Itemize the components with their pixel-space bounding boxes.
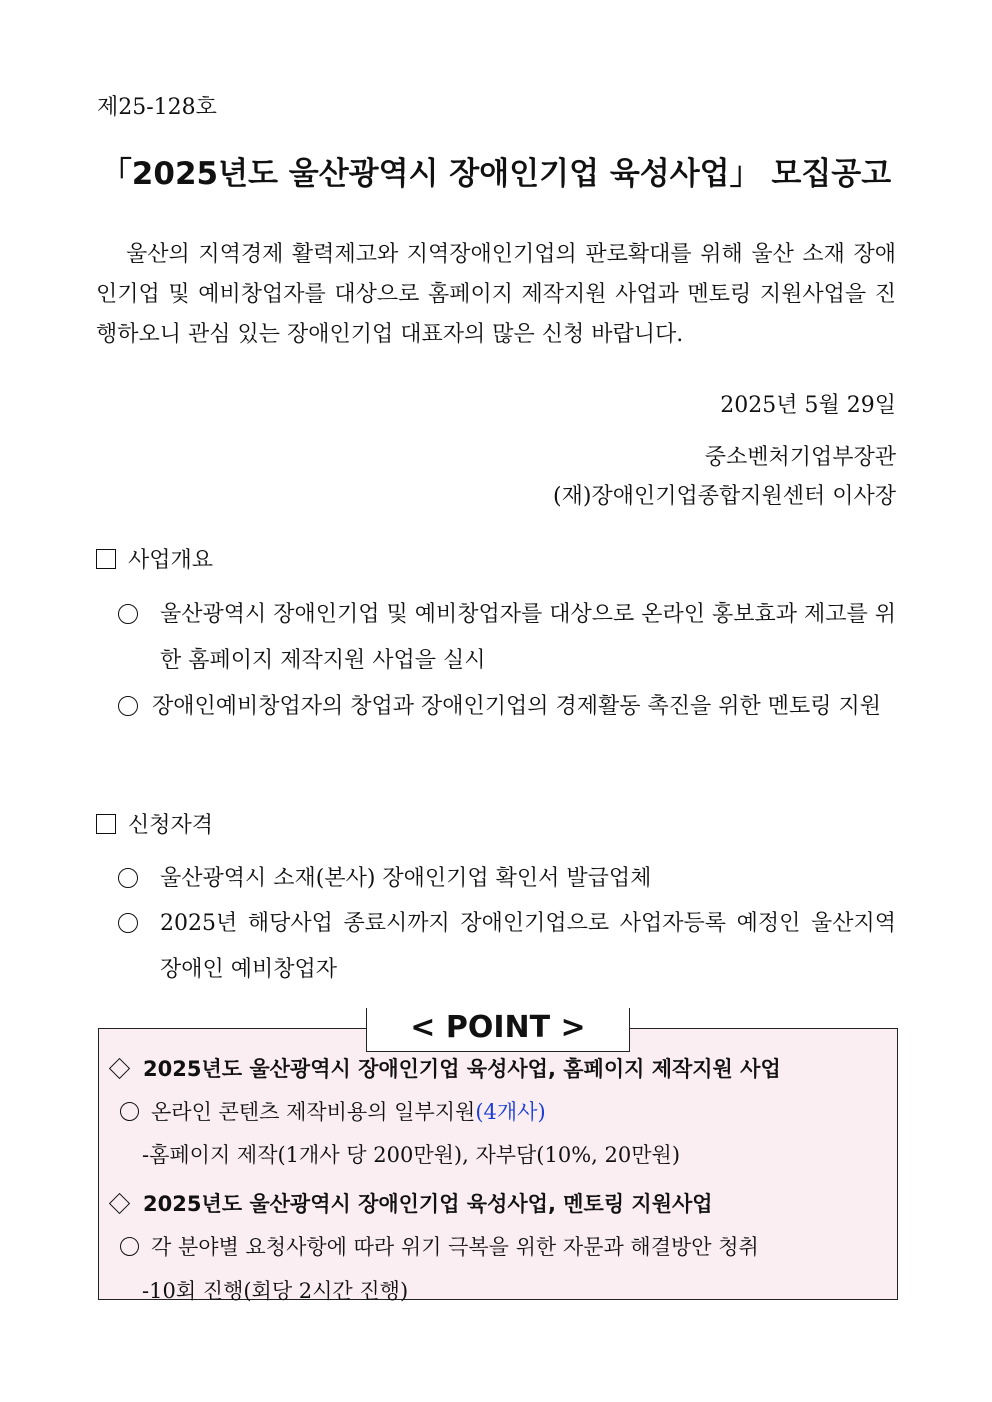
program-heading-text: 2025년도 울산광역시 장애인기업 육성사업, 멘토링 지원사업 [143,1192,713,1216]
section-overview-heading [96,543,213,574]
program-item-text: 각 분야별 요청사항에 따라 위기 극복을 위한 자문과 해결방안 청취 [151,1235,759,1259]
list-item-text: 울산광역시 장애인기업 및 예비창업자를 대상으로 온라인 홍보효과 제고를 위한 홈페이지 제작지원 사업을 실시 [160,602,897,673]
point-label: < POINT > [366,1008,630,1052]
section-overview-label: 사업개요 [128,548,214,573]
document-number: 제25-128호 [97,95,217,120]
list-item-text: 울산광역시 소재(본사) 장애인기업 확인서 발급업체 [160,866,652,891]
program-item-highlight: (4개사) [475,1100,546,1124]
issuer-ministry: 중소벤처기업부장관 [704,445,896,470]
program-item [120,1096,890,1126]
program-subitem: -홈페이지 제작(1개사 당 200만원), 자부담(10%, 20만원) [142,1143,681,1167]
circle-bullet-icon [118,913,138,933]
program-subitem: -10회 진행(회당 2시간 진행) [142,1279,409,1303]
program-heading-text: 2025년도 울산광역시 장애인기업 육성사업, 홈페이지 제작지원 사업 [143,1057,781,1081]
list-item [118,684,896,730]
list-item [118,901,896,993]
program-heading-mentoring [108,1188,713,1218]
circle-bullet-icon [120,1102,139,1121]
list-item [118,856,896,902]
intro-paragraph: 울산의 지역경제 활력제고와 지역장애인기업의 판로확대를 위해 울산 소재 장애인기업 및 예비창업자를 대상으로 홈페이지 제작지원 사업과 멘토링 지원사업을 진행하오니 관심 있는 장애인기업 대표자의 많은 신청 바랍니다. [96,242,896,347]
list-item-text: 장애인예비창업자의 창업과 장애인기업의 경제활동 촉진을 위한 멘토링 지원 [152,694,882,719]
section-eligibility-label: 신청자격 [128,813,214,838]
announcement-date: 2025년 5월 29일 [720,393,896,418]
diamond-bullet-icon [109,1192,130,1213]
circle-bullet-icon [118,604,138,624]
list-item-text: 2025년 해당사업 종료시까지 장애인기업으로 사업자등록 예정인 울산지역 장애인 예비창업자 [160,911,896,982]
square-bullet-icon [96,814,116,834]
square-bullet-icon [96,549,116,569]
list-item [118,592,896,684]
program-item [120,1231,890,1261]
diamond-bullet-icon [109,1057,130,1078]
program-heading-homepage [108,1053,781,1083]
circle-bullet-icon [118,696,138,716]
circle-bullet-icon [120,1237,139,1256]
page-title: 「2025년도 울산광역시 장애인기업 육성사업」 모집공고 [100,156,892,192]
section-eligibility-heading [96,808,213,839]
issuer-foundation: (재)장애인기업종합지원센터 이사장 [553,484,896,509]
circle-bullet-icon [118,868,138,888]
program-item-text: 온라인 콘텐츠 제작비용의 일부지원 [151,1100,476,1124]
